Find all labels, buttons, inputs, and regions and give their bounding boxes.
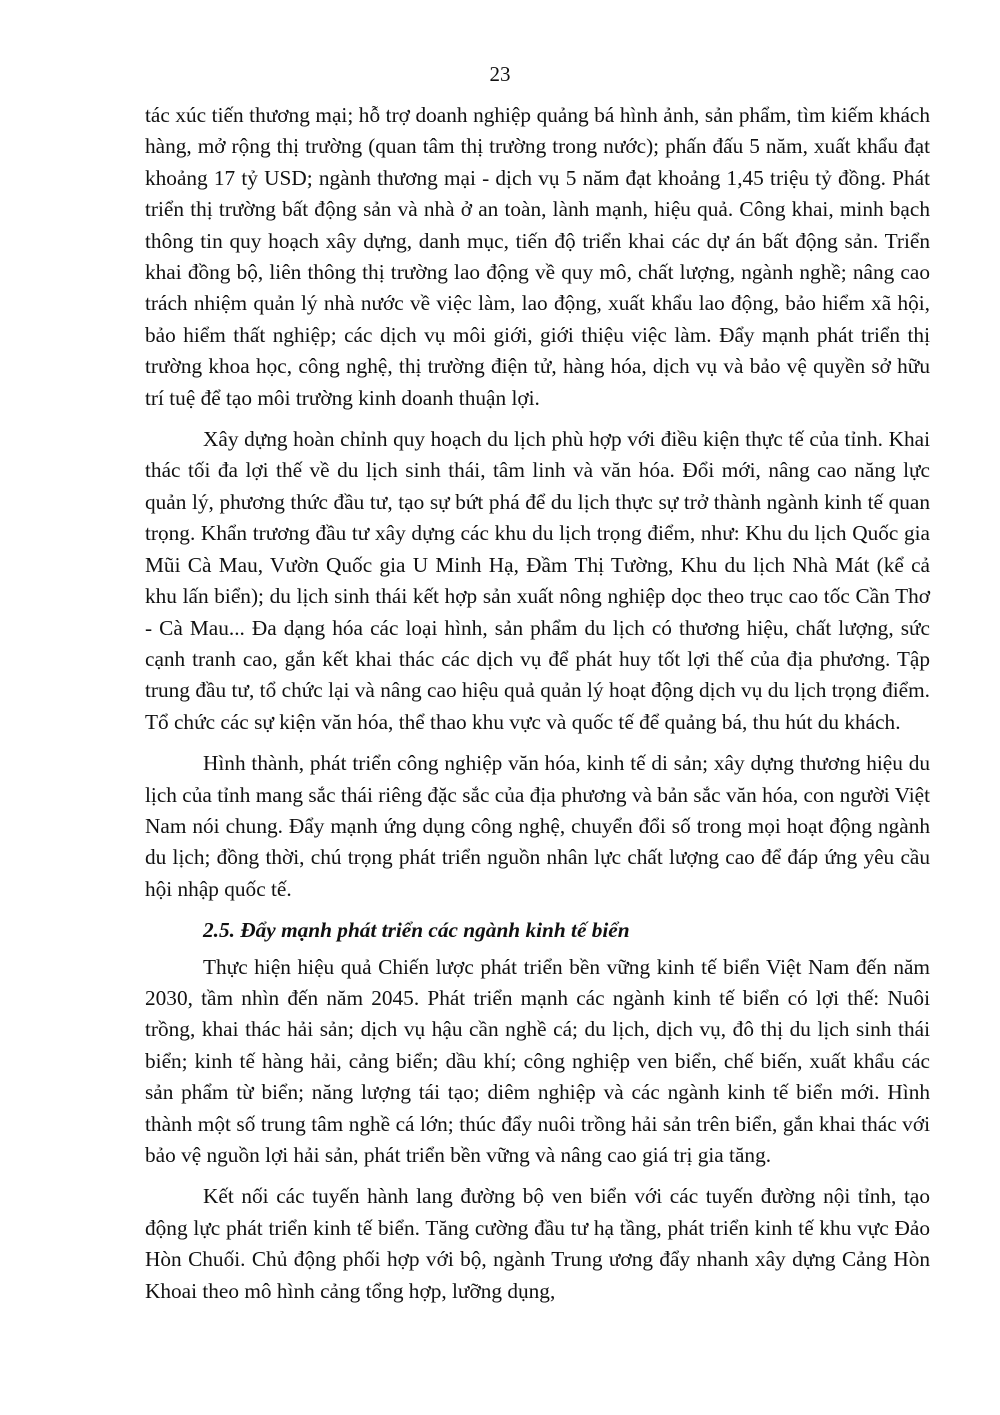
paragraph-trade-markets: tác xúc tiến thương mại; hỗ trợ doanh nghiệp quảng bá hình ảnh, sản phẩm, tìm kiếm khách hàng, mở rộng thị trường (quan tâm thị trường trong nước); phấn đấu 5 năm, xuất khẩu đạt khoảng 17 tỷ USD; ngành thương mại - dịch vụ 5 năm đạt khoảng 1,45 triệu tỷ đồng. Phát triển thị trường bất động sản và nhà ở an toàn, lành mạnh, hiệu quả. Công khai, minh bạch thông tin quy hoạch xây dựng, danh mục, tiến độ triển khai các dự án bất động sản. Triển khai đồng bộ, liên thông thị trường lao động về quy mô, chất lượng, ngành nghề; nâng cao trách nhiệm quản lý nhà nước về việc làm, lao động, xuất khẩu lao động, bảo hiểm xã hội, bảo hiểm thất nghiệp; các dịch vụ môi giới, giới thiệu việc làm. Đẩy mạnh phát triển thị trường khoa học, công nghệ, thị trường điện tử, hàng hóa, dịch vụ và bảo vệ quyền sở hữu trí tuệ để tạo môi trường kinh doanh thuận lợi. (145, 103, 930, 410)
page-number: 23 (489, 62, 511, 86)
paragraph-cultural-industry: Hình thành, phát triển công nghiệp văn hóa, kinh tế di sản; xây dựng thương hiệu du lịch của tỉnh mang sắc thái riêng đặc sắc của địa phương và bản sắc văn hóa, con người Việt Nam nói chung. Đẩy mạnh ứng dụng công nghệ, chuyển đổi số trong mọi hoạt động ngành du lịch; đồng thời, chú trọng phát triển nguồn nhân lực chất lượng cao để đáp ứng yêu cầu hội nhập quốc tế. (145, 751, 930, 901)
paragraph-coastal-infrastructure: Kết nối các tuyến hành lang đường bộ ven biển với các tuyến đường nội tỉnh, tạo động lực phát triển kinh tế biển. Tăng cường đầu tư hạ tầng, phát triển kinh tế khu vực Đảo Hòn Chuối. Chủ động phối hợp với bộ, ngành Trung ương đẩy nhanh xây dựng Cảng Hòn Khoai theo mô hình cảng tổng hợp, lưỡng dụng, (145, 1184, 930, 1303)
section-heading-marine-economy: 2.5. Đẩy mạnh phát triển các ngành kinh tế biển (203, 918, 630, 943)
document-body (145, 100, 930, 1317)
paragraph-tourism-planning: Xây dựng hoàn chỉnh quy hoạch du lịch phù hợp với điều kiện thực tế của tỉnh. Khai thác tối đa lợi thế về du lịch sinh thái, tâm linh và văn hóa. Đổi mới, nâng cao năng lực quản lý, phương thức đầu tư, tạo sự bứt phá để du lịch thực sự trở thành ngành kinh tế quan trọng. Khẩn trương đầu tư xây dựng các khu du lịch trọng điểm, như: Khu du lịch Quốc gia Mũi Cà Mau, Vườn Quốc gia U Minh Hạ, Đầm Thị Tường, Khu du lịch Nhà Mát (kể cả khu lấn biển); du lịch sinh thái kết hợp sản xuất nông nghiệp dọc theo trục cao tốc Cần Thơ - Cà Mau... Đa dạng hóa các loại hình, sản phẩm du lịch có thương hiệu, chất lượng, sức cạnh tranh cao, gắn kết khai thác các dịch vụ để phát huy tốt lợi thế của địa phương. Tập trung đầu tư, tổ chức lại và nâng cao hiệu quả quản lý hoạt động dịch vụ du lịch trọng điểm. Tổ chức các sự kiện văn hóa, thể thao khu vực và quốc tế để quảng bá, thu hút du khách. (145, 427, 930, 734)
paragraph-marine-strategy: Thực hiện hiệu quả Chiến lược phát triển bền vững kinh tế biển Việt Nam đến năm 2030, tầm nhìn đến năm 2045. Phát triển mạnh các ngành kinh tế biển có lợi thế: Nuôi trồng, khai thác hải sản; dịch vụ hậu cần nghề cá; du lịch, dịch vụ, đô thị du lịch sinh thái biển; kinh tế hàng hải, cảng biển; dầu khí; công nghiệp ven biển, chế biến, xuất khẩu các sản phẩm từ biển; năng lượng tái tạo; diêm nghiệp và các ngành kinh tế biển mới. Hình thành một số trung tâm nghề cá lớn; thúc đẩy nuôi trồng hải sản trên biển, gắn khai thác với bảo vệ nguồn lợi hải sản, phát triển bền vững và nâng cao giá trị gia tăng. (145, 954, 930, 1167)
